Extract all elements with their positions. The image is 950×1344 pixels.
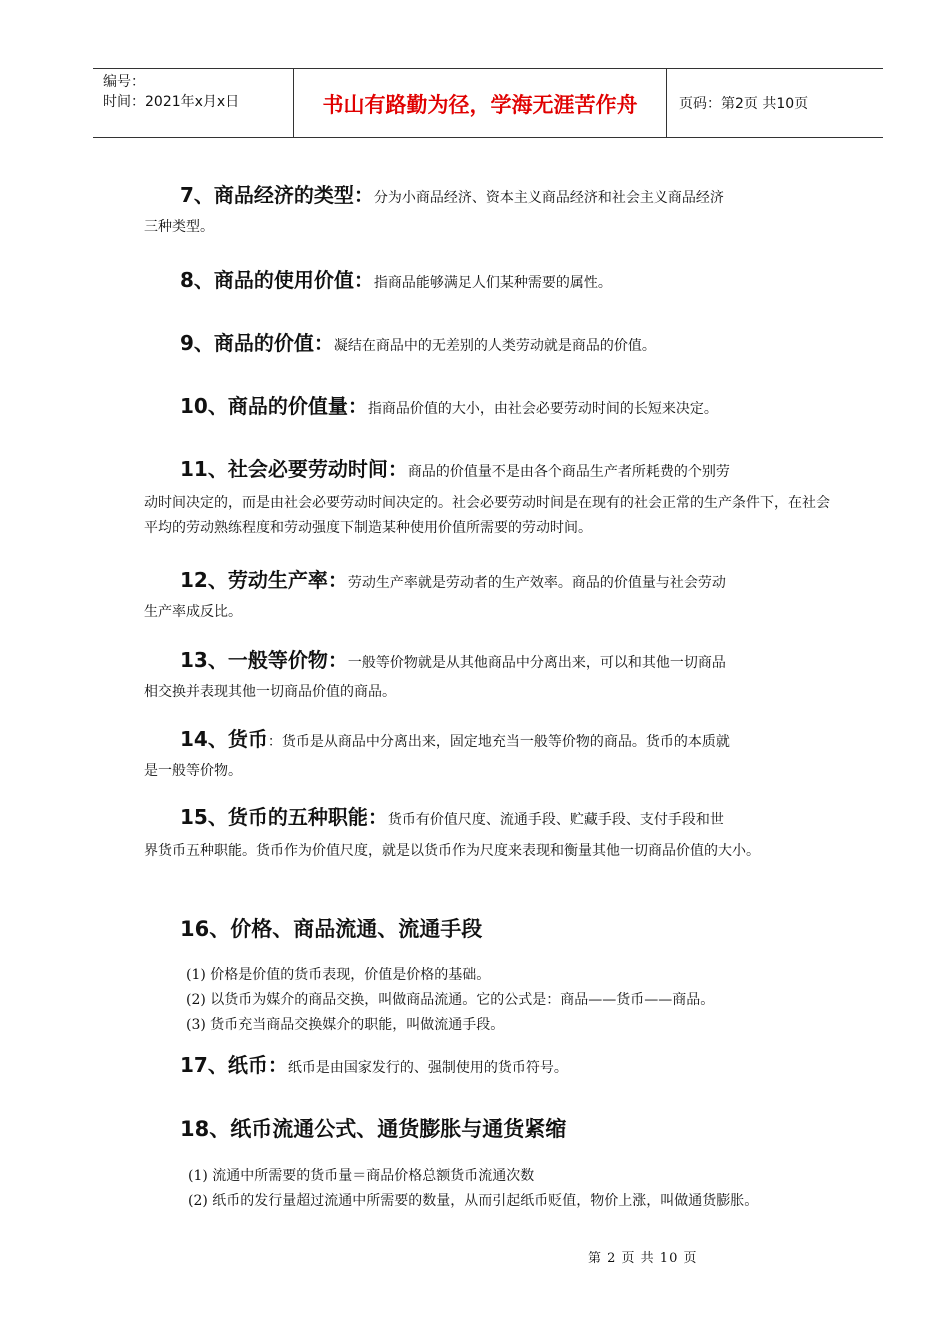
definition-continuation: 是一般等价物。 — [144, 763, 242, 779]
section-18-point-1: (1) 流通中所需要的货币量＝商品价格总额货币流通次数 — [188, 1168, 535, 1184]
definition-continuation: 三种类型。 — [144, 219, 214, 235]
definition-term: 7、商品经济的类型： — [180, 183, 374, 207]
definition-text: 劳动生产率就是劳动者的生产效率。商品的价值量与社会劳动 — [347, 575, 726, 591]
header-meta-cell — [93, 69, 293, 137]
definition-text: 分为小商品经济、资本主义商品经济和社会主义商品经济 — [373, 190, 724, 206]
definition-text: 凝结在商品中的无差别的人类劳动就是商品的价值。 — [333, 338, 656, 354]
header-motto: 书山有路勤为径，学海无涯苦作舟 — [322, 93, 638, 117]
definition-term: 13、一般等价物： — [180, 648, 348, 672]
definition-continuation: 界货币五种职能。货币作为价值尺度，就是以货币作为尺度来表现和衡量其他一切商品价值的大小。 — [144, 843, 760, 859]
section-18-heading: 18、纸币流通公式、通货膨胀与通货紧缩 — [180, 1117, 567, 1141]
section-18-point-2-text: (2) 纸币的发行量超过流通中所需要的数量，从而引起纸币贬值，物价上涨，叫做通货膨胀。 — [188, 1193, 759, 1209]
definition-term: 8、商品的使用价值： — [180, 268, 374, 292]
section-18-point-2 — [144, 1189, 834, 1214]
definition-term: 14、货币 — [180, 727, 268, 751]
page-header-table — [93, 68, 883, 138]
section-16-heading: 16、价格、商品流通、流通手段 — [180, 917, 483, 941]
definition-text: 指商品能够满足人们某种需要的属性。 — [373, 275, 612, 291]
section-16-point-2: (2) 以货币为媒介的商品交换，叫做商品流通。它的公式是：商品——货币——商品。 — [186, 992, 715, 1008]
definition-text: 商品的价值量不是由各个商品生产者所耗费的个别劳 — [407, 464, 730, 480]
definition-item-7 — [144, 180, 834, 240]
definition-text: 货币有价值尺度、流通手段、贮藏手段、支付手段和世 — [387, 812, 724, 828]
definition-term: 15、货币的五种职能： — [180, 805, 388, 829]
definition-item-17 — [144, 1050, 834, 1083]
definition-item-13 — [144, 645, 834, 705]
header-page-info: 页码：第2页 共10页 — [679, 96, 809, 112]
section-16-point-1: (1) 价格是价值的货币表现，价值是价格的基础。 — [186, 967, 491, 983]
definition-item-15 — [144, 802, 834, 864]
definition-continuation: 生产率成反比。 — [144, 604, 242, 620]
definition-text: ：货币是从商品中分离出来，固定地充当一般等价物的商品。货币的本质就 — [267, 734, 730, 750]
definition-term: 17、纸币： — [180, 1053, 288, 1077]
definition-term: 10、商品的价值量： — [180, 394, 368, 418]
document-code-label: 编号： — [103, 74, 145, 90]
section-16-point-3: (3) 货币充当商品交换媒介的职能，叫做流通手段。 — [186, 1017, 505, 1033]
document-time-label: 时间：2021年x月x日 — [103, 94, 240, 110]
definition-item-11 — [144, 454, 834, 541]
definition-item-12 — [144, 565, 834, 625]
definition-item-9 — [144, 328, 834, 361]
definition-item-10 — [144, 391, 834, 424]
header-motto-cell — [293, 69, 667, 137]
definition-text: 纸币是由国家发行的、强制使用的货币符号。 — [287, 1060, 568, 1076]
definition-item-14 — [144, 724, 834, 784]
definition-continuation: 相交换并表现其他一切商品价值的商品。 — [144, 684, 396, 700]
definition-term: 9、商品的价值： — [180, 331, 334, 355]
definition-text: 一般等价物就是从其他商品中分离出来，可以和其他一切商品 — [347, 655, 726, 671]
page-footer: 第 2 页 共 10 页 — [588, 1251, 698, 1266]
definition-text: 指商品价值的大小，由社会必要劳动时间的长短来决定。 — [367, 401, 718, 417]
definition-item-8 — [144, 265, 834, 298]
definition-term: 11、社会必要劳动时间： — [180, 457, 408, 481]
definition-term: 12、劳动生产率： — [180, 568, 348, 592]
header-page-cell — [667, 69, 883, 137]
definition-continuation: 动时间决定的，而是由社会必要劳动时间决定的。社会必要劳动时间是在现有的社会正常的生产条件下，在社会平均的劳动熟练程度和劳动强度下制造某种使用价值所需要的劳动时间。 — [144, 495, 830, 536]
